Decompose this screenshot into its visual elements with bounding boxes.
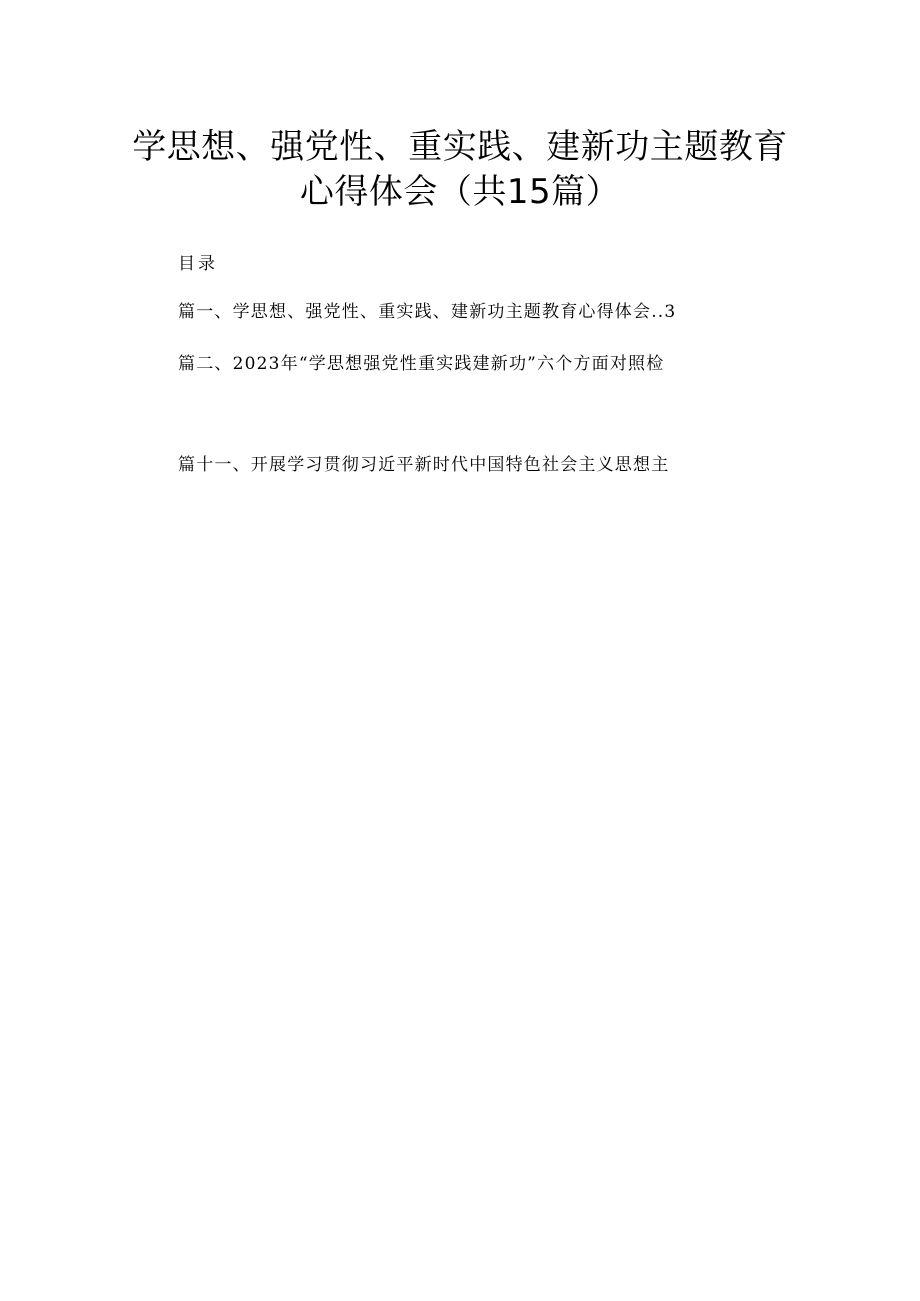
document-title-line-1: 学思想、强党性、重实践、建新功主题教育 <box>132 127 788 167</box>
toc-entry[interactable]: 篇一、学思想、强党性、重实践、建新功主题教育心得体会..3 <box>178 302 677 322</box>
toc-entry[interactable]: 篇十一、开展学习贯彻习近平新时代中国特色社会主义思想主 <box>178 455 670 475</box>
toc-entry[interactable]: 篇二、2023年“学思想强党性重实践建新功”六个方面对照检 <box>178 354 665 374</box>
toc-heading: 目录 <box>178 254 218 274</box>
document-title-line-2: 心得体会（共15篇） <box>299 172 621 212</box>
